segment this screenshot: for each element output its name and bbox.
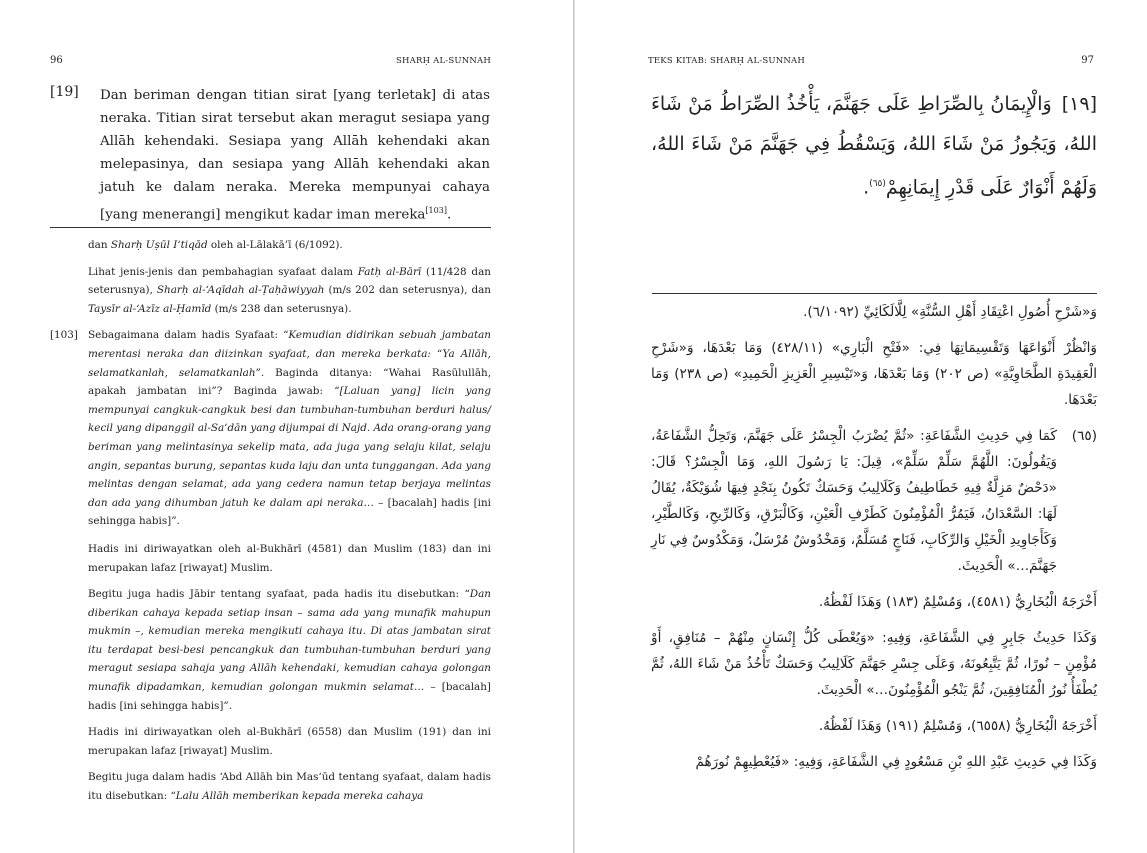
footnote-ref[interactable]: [103] xyxy=(425,206,447,215)
entry-number: [١٩] xyxy=(1061,93,1097,115)
footnote-number: (٦٥) xyxy=(1071,428,1097,444)
footnote-paragraph: وَكَذَا فِي حَدِيثِ عَبْدِ اللهِ بْنِ مَسْعُودٍ فِي الشَّفَاعَةِ، وَفِيهِ: «فَيُعْطِيهِمْ نُورَهُمْ xyxy=(695,754,1097,770)
entry-end: . xyxy=(863,176,870,199)
footnote-paragraph: Lihat jenis-jenis dan pembahagian syafaat dalam Fatḥ al-Bārī (11/428 dan seterusnya), Sharḥ al-‘Aqīdah al-Ṭaḥāwiyyah (m/s 202 dan seterusnya), dan Taysīr al-‘Azīz al-Ḥamīd (m/s 238 dan seterusnya). xyxy=(88,265,491,315)
running-head: TEKS KITAB: SHARḤ AL-SUNNAH xyxy=(648,56,805,66)
page-number: 96 xyxy=(50,55,63,66)
entry-body: وَالْإِيمَانُ بِالصِّرَاطِ عَلَى جَهَنَّمَ، يَأْخُذُ الصِّرَاطُ مَنْ شَاءَ اللهُ، وَيَجُوزُ مَنْ شَاءَ اللهُ، وَيَسْقُطُ فِي جَهَنَّمَ مَنْ شَاءَ اللهُ، وَلَهُمْ أَنْوَارٌ عَلَى قَدْرِ إِيمَانِهِمْ xyxy=(651,93,1097,199)
footnotes xyxy=(50,236,491,814)
arabic-footnotes xyxy=(651,299,1097,785)
page-number: 97 xyxy=(1081,55,1094,66)
entry-body: Dan beriman dengan titian sirat [yang terletak] di atas neraka. Titian sirat tersebut akan meragut sesiapa yang Allāh kehendaki. Sesiapa yang Allāh kehendaki akan melepasinya, dan sesiapa yang Allāh kehendaki akan jatuh ke dalam neraka. Mereka mempunyai cahaya [yang menerangi] mengikut kadar iman mereka xyxy=(100,88,490,223)
entry-number: [19] xyxy=(50,84,79,100)
entry-text xyxy=(100,84,490,226)
footnote-continuation: dan Sharḥ Uṣūl I‘tiqād oleh al-Lālakā’ī (6/1092). xyxy=(88,239,343,251)
footnote-rule xyxy=(652,293,1097,294)
footnote-paragraph: Begitu juga hadis Jābir tentang syafaat, pada hadis itu disebutkan: “Dan diberikan cahaya kepada setiap insan – sama ada yang munafik mahupun mukmin –, kemudian mereka mengikuti cahaya itu. Di atas jambatan sirat itu terdapat besi-besi pencangkuk dan tumbuhan-tumbuhan berduri yang meragut sesiapa sahaja yang Allāh kehendaki, kemudian cahaya golongan munafik dipadamkan, kemudian golongan mukmin selamat… – [bacalah] hadis [ini sehingga habis]”. xyxy=(88,588,491,712)
footnote-paragraph: Hadis ini diriwayatkan oleh al-Bukhārī (6558) dan Muslim (191) dan ini merupakan lafaz [riwayat] Muslim. xyxy=(88,726,491,757)
footnote-paragraph: Hadis ini diriwayatkan oleh al-Bukhārī (4581) dan Muslim (183) dan ini merupakan lafaz [riwayat] Muslim. xyxy=(88,542,491,574)
right-page xyxy=(575,0,1147,853)
footnote-continuation: وَ«شَرْحِ أُصُولِ اعْتِقَادِ أَهْلِ السُّنَّةِ» لِلَّالَكَائِيِّ (٦/١٠٩٢). xyxy=(803,304,1097,320)
footnote-paragraph: Begitu juga dalam hadis ‘Abd Allāh bin Mas‘ūd tentang syafaat, dalam hadis itu disebutkan: “Lalu Allāh memberikan kepada mereka cahaya xyxy=(88,771,491,803)
footnote-65 xyxy=(651,423,1097,579)
footnote-rule xyxy=(50,227,491,228)
footnote-paragraph: أَخْرَجَهُ الْبُخَارِيُّ (٦٥٥٨)، وَمُسْلِمٌ (١٩١) وَهَذَا لَفْظُهُ. xyxy=(818,718,1097,734)
footnote-paragraph: وَكَذَا حَدِيثُ جَابِرٍ فِي الشَّفَاعَةِ، وَفِيهِ: «وَيُعْطَى كُلُّ إِنْسَانٍ مِنْهُمْ – مُنَافِقٍ، أَوْ مُؤْمِنٍ – نُورًا، ثُمَّ يَتَّبِعُونَهُ، وَعَلَى جِسْرِ جَهَنَّمَ كَلَالِيبُ وَحَسَكٌ تَأْخُذُ مَنْ شَاءَ اللهُ، ثُمَّ يُطْفَأُ نُورُ الْمُنَافِقِينَ، ثُمَّ يَنْجُو الْمُؤْمِنُونَ…» الْحَدِيثَ. xyxy=(651,630,1097,698)
footnote-ref[interactable]: (٦٥) xyxy=(869,179,886,189)
main-entry xyxy=(50,84,490,226)
entry-end: . xyxy=(446,207,452,223)
footnote-103: [103] Sebagaimana dalam hadis Syafaat: “Kemudian didirikan sebuah jambatan merentasi neraka dan diizinkan syafaat, dan mereka berkata: “Ya Allāh, selamatkanlah, selamatkanlah”. Baginda ditanya: “Wahai Rasūlullāh, apakah jambatan ini”? Baginda jawab: “[Laluan yang] licin yang mempunyai cangkuk-cangkuk besi dan tumbuhan-tumbuhan berduri halus/ kecil yang dipanggil al-Sa‘dān yang dijumpai di Najd. Ada orang-orang yang beriman yang melintasinya sekelip mata, ada juga yang selaju kilat, selaju angin, sepantas burung, sepantas kuda laju dan unta tunggangan. Ada yang melintas dengan selamat, ada yang cedera namun tetap berjaya melintas dan ada yang dihumban jatuh ke dalam api neraka… – [bacalah] hadis [ini sehingga habis]”. xyxy=(50,326,491,531)
footnote-paragraph: وَانْظُرْ أَنْوَاعَهَا وَتَقْسِيمَاتِهَا فِي: «فَتْحِ الْبَارِي» (٤٢٨/١١) وَمَا بَعْدَهَا، وَ«شَرْحِ الْعَقِيدَةِ الطَّحَاوِيَّةِ» (ص ٢٠٢) وَمَا بَعْدَهَا، وَ«تَيْسِيرِ الْعَزِيزِ الْحَمِيدِ» (ص ٢٣٨) وَمَا بَعْدَهَا. xyxy=(651,340,1097,408)
footnote-paragraph: أَخْرَجَهُ الْبُخَارِيُّ (٤٥٨١)، وَمُسْلِمٌ (١٨٣) وَهَذَا لَفْظُهُ. xyxy=(818,594,1097,610)
footnote-text: كَمَا فِي حَدِيثِ الشَّفَاعَةِ: «ثُمَّ يُضْرَبُ الْجِسْرُ عَلَى جَهَنَّمَ، وَتَحِلُّ الشَّفَاعَةُ، وَيَقُولُونَ: اللَّهُمَّ سَلِّمْ سَلِّمْ»، قِيلَ: يَا رَسُولَ اللهِ، وَمَا الْجِسْرُ؟ قَالَ: «دَحْضٌ مَزِلَّةٌ فِيهِ خَطَاطِيفُ وَكَلَالِيبُ وَحَسَكٌ تَكُونُ بِنَجْدٍ فِيهَا شُوَيْكَةٌ، يُقَالُ لَهَا: السَّعْدَانُ، فَيَمُرُّ الْمُؤْمِنُونَ كَطَرْفِ الْعَيْنِ، وَكَالْبَرْقِ، وَكَالرِّيحِ، وَكَالطَّيْرِ، وَكَأَجَاوِيدِ الْخَيْلِ وَالرِّكَابِ، فَنَاجٍ مُسَلَّمٌ، وَمَخْدُوشٌ مُرْسَلٌ، وَمَكْدُوسٌ فِي نَارِ جَهَنَّمَ…» الْحَدِيثَ. xyxy=(651,428,1057,574)
left-page xyxy=(0,0,573,853)
running-head: SHARḤ AL-SUNNAH xyxy=(396,56,491,66)
footnote-number: [103] xyxy=(50,329,78,342)
arabic-entry xyxy=(651,84,1097,207)
